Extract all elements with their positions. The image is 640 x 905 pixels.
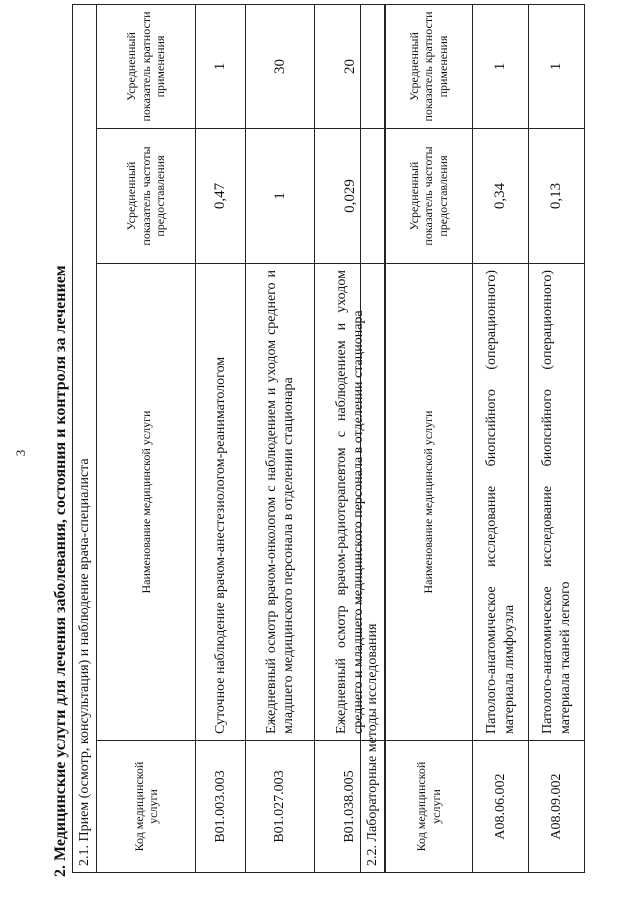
- cell-code: A08.06.002: [473, 741, 529, 873]
- cell-multiplicity: 1: [196, 4, 246, 128]
- table-row: [246, 4, 315, 872]
- cell-multiplicity: 20: [315, 4, 386, 128]
- header-frequency: Усредненный показатель частоты предоставления: [97, 129, 196, 264]
- header-name: Наименование медицинской услуги: [97, 264, 196, 741]
- cell-name: Ежедневный осмотр врачом-радиотерапевтом с наблюдением и уходом среднего и младшего медицинского персонала в отделении стационара: [315, 264, 386, 741]
- cell-code: B01.003.003: [196, 741, 246, 873]
- table-row: [196, 4, 246, 872]
- cell-multiplicity: 1: [473, 4, 529, 128]
- cell-frequency: 0,47: [196, 129, 246, 264]
- header-frequency: Усредненный показатель частоты предоставления: [385, 129, 473, 264]
- cell-name: Патолого-анатомическое исследование биопсийного (операционного) материала лимфоузла: [473, 264, 529, 741]
- section-heading: 2. Медицинские услуги для лечения заболевания, состояния и контроля за лечением: [52, 265, 69, 877]
- cell-code: B01.027.003: [246, 741, 315, 873]
- cell-code: B01.038.005: [315, 741, 386, 873]
- table-caption-consultations: 2.1. Прием (осмотр, консультация) и наблюдение врача-специалиста: [73, 4, 97, 872]
- table-row: [473, 4, 529, 872]
- cell-name: Патолого-анатомическое исследование биопсийного (операционного) материала тканей легкого: [529, 264, 585, 741]
- header-multiplicity: Усредненный показатель кратности применения: [97, 4, 196, 128]
- cell-frequency: 0,34: [473, 129, 529, 264]
- header-name: Наименование медицинской услуги: [385, 264, 473, 741]
- table-lab-methods: [360, 4, 585, 873]
- cell-code: A08.09.002: [529, 741, 585, 873]
- header-multiplicity: Усредненный показатель кратности применения: [385, 4, 473, 128]
- cell-frequency: 0,13: [529, 129, 585, 264]
- page-number: 3: [13, 449, 28, 457]
- table-row: [529, 4, 585, 872]
- table-consultations: [72, 4, 386, 873]
- table-caption-lab-methods: 2.2. Лабораторные методы исследования: [361, 4, 385, 872]
- cell-name: Ежедневный осмотр врачом-онкологом с наблюдением и уходом среднего и младшего медицинского персонала в отделении стационара: [246, 264, 315, 741]
- cell-multiplicity: 30: [246, 4, 315, 128]
- cell-name: Суточное наблюдение врачом-анестезиологом-реаниматологом: [196, 264, 246, 741]
- cell-multiplicity: 1: [529, 4, 585, 128]
- header-code: Код медицинской услуги: [385, 741, 473, 873]
- cell-frequency: 0,029: [315, 129, 386, 264]
- cell-frequency: 1: [246, 129, 315, 264]
- header-code: Код медицинской услуги: [97, 741, 196, 873]
